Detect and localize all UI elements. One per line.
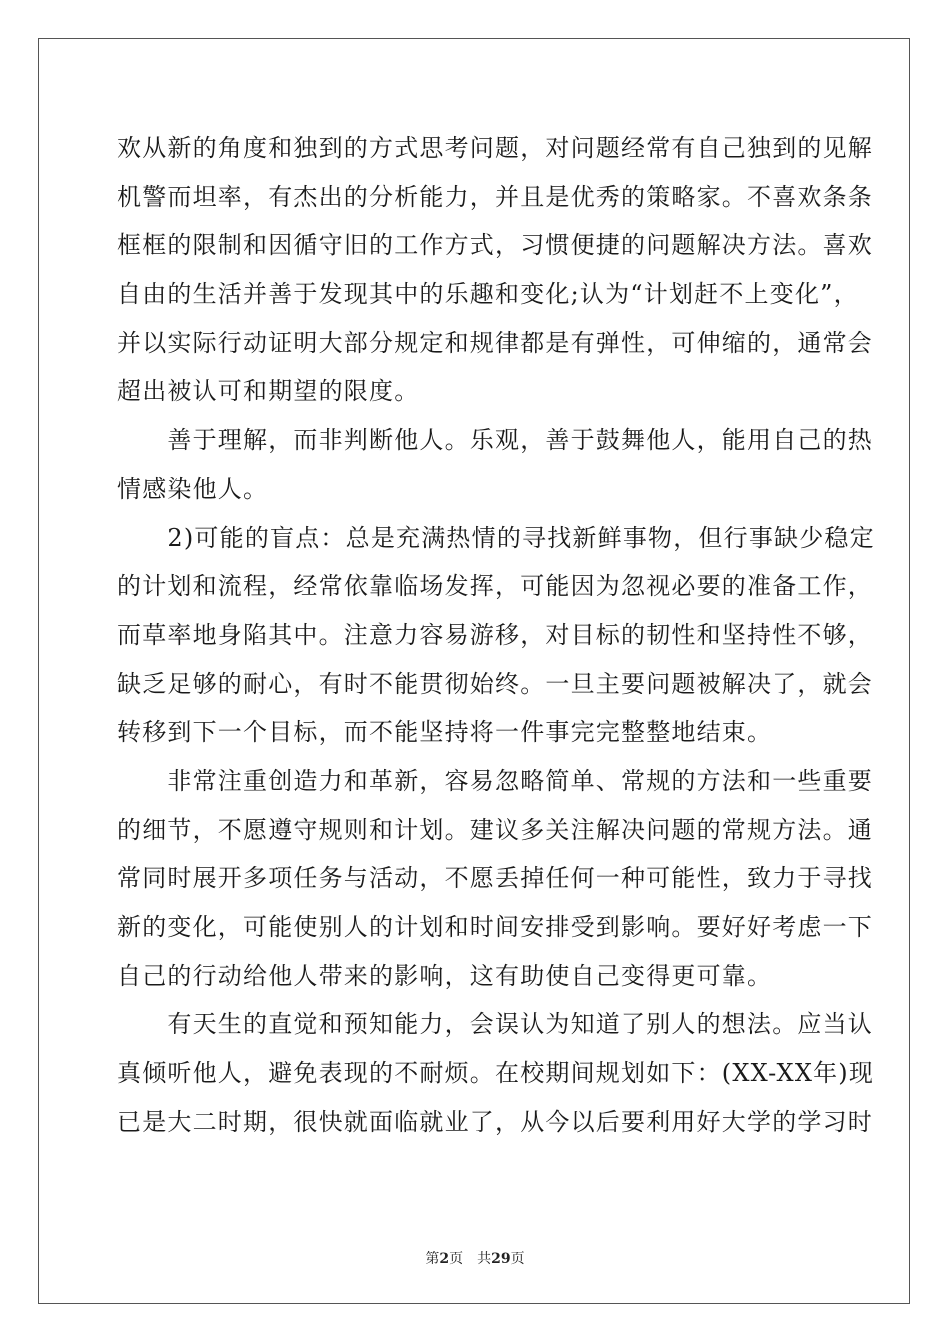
text-line: 真倾听他人，避免表现的不耐烦。在校期间规划如下：(XX-XX年)现	[117, 1059, 875, 1088]
text-line: 2)可能的盲点：总是充满热情的寻找新鲜事物，但行事缺少稳定	[117, 523, 875, 552]
page-number: 2	[439, 1251, 450, 1267]
text-line: 欢从新的角度和独到的方式思考问题，对问题经常有自己独到的见解	[117, 134, 873, 162]
text-line: 常同时展开多项任务与活动，不愿丢掉任何一种可能性，致力于寻找	[117, 864, 873, 893]
page-footer	[0, 1248, 950, 1268]
text-line: 而草率地身陷其中。注意力容易游移，对目标的韧性和坚持性不够，	[117, 620, 873, 649]
text-line: 转移到下一个目标，而不能坚持将一件事完完整整地结束。	[117, 718, 773, 747]
text-line: 有天生的直觉和预知能力，会误认为知道了别人的想法。应当认	[117, 1010, 873, 1039]
text-line: 自己的行动给他人带来的影响，这有助使自己变得更可靠。	[117, 961, 773, 990]
total-prefix: 共	[477, 1251, 492, 1267]
text-line: 情感染他人。	[117, 474, 269, 503]
page-prefix: 第	[425, 1251, 440, 1267]
text-line: 的细节，不愿遵守规则和计划。建议多关注解决问题的常规方法。通	[117, 815, 873, 844]
text-line: 善于理解，而非判断他人。乐观，善于鼓舞他人，能用自己的热	[117, 426, 873, 455]
total-pages: 29	[491, 1251, 511, 1267]
total-unit: 页	[510, 1251, 525, 1267]
text-line: 非常注重创造力和革新，容易忽略简单、常规的方法和一些重要	[117, 766, 873, 795]
text-line: 机警而坦率，有杰出的分析能力，并且是优秀的策略家。不喜欢条条	[117, 182, 873, 211]
text-line: 并以实际行动证明大部分规定和规律都是有弹性，可伸缩的，通常会	[117, 328, 873, 357]
page-unit: 页	[449, 1251, 464, 1267]
text-line: 缺乏足够的耐心，有时不能贯彻始终。一旦主要问题被解决了，就会	[117, 669, 873, 698]
text-line: 已是大二时期，很快就面临就业了，从今以后要利用好大学的学习时	[117, 1107, 873, 1136]
text-line: 新的变化，可能使别人的计划和时间安排受到影响。要好好考虑一下	[117, 913, 873, 941]
text-line: 超出被认可和期望的限度。	[117, 377, 420, 406]
document-body	[117, 124, 875, 1146]
text-line: 自由的生活并善于发现其中的乐趣和变化;认为“计划赶不上变化”，	[117, 280, 859, 309]
text-line: 框框的限制和因循守旧的工作方式，习惯便捷的问题解决方法。喜欢	[117, 231, 873, 260]
text-line: 的计划和流程，经常依靠临场发挥，可能因为忽视必要的准备工作，	[117, 572, 873, 601]
